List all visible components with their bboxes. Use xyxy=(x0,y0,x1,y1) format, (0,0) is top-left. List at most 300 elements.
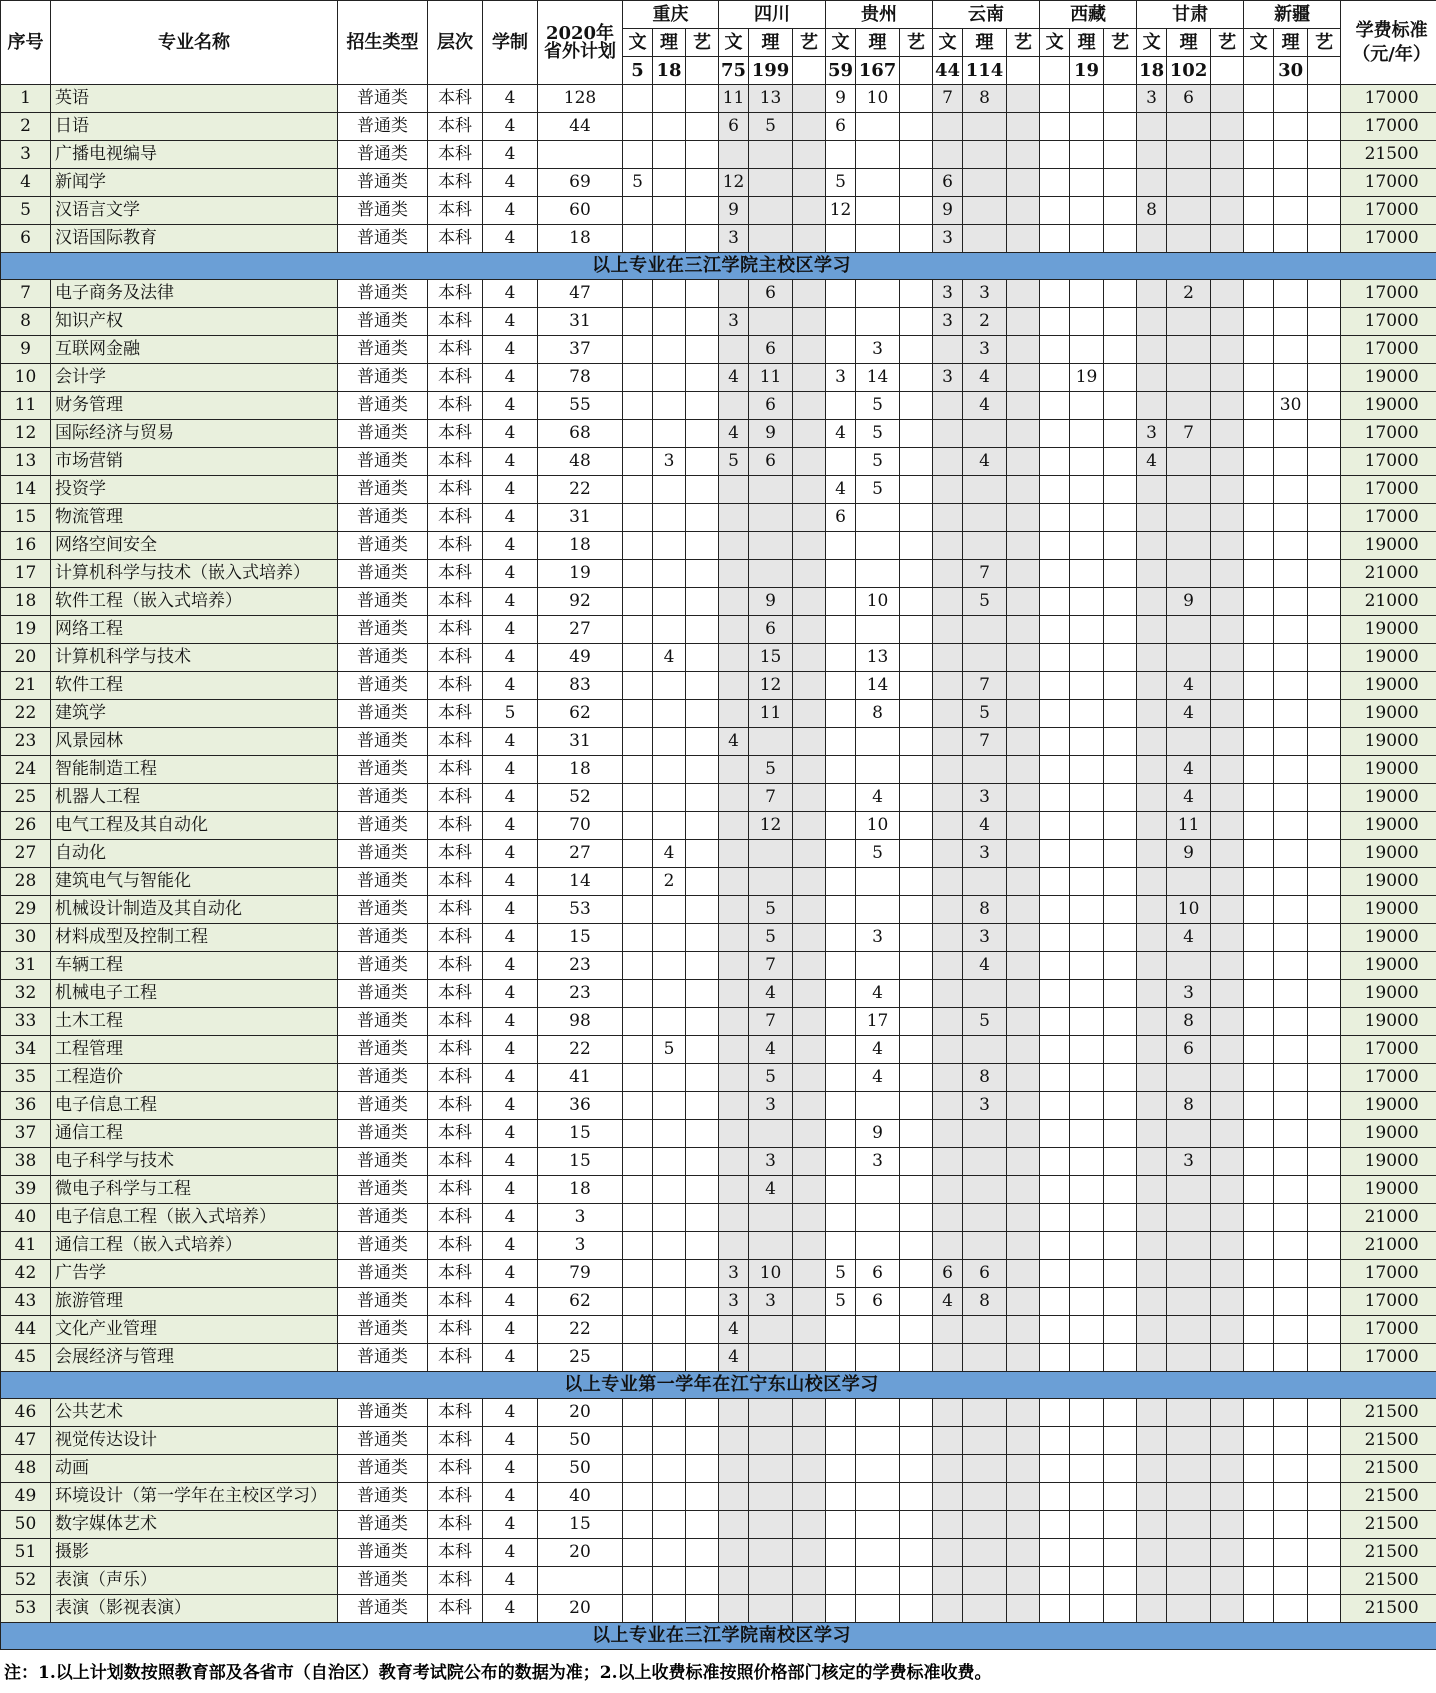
province-quota: 19 xyxy=(1070,364,1104,392)
tuition-fee: 19000 xyxy=(1341,644,1436,672)
tuition-fee: 19000 xyxy=(1341,952,1436,980)
province-quota xyxy=(719,616,749,644)
province-quota xyxy=(900,532,933,560)
province-quota xyxy=(1104,169,1137,197)
province-quota xyxy=(653,1288,686,1316)
province-quota xyxy=(623,588,653,616)
table-row xyxy=(1,1008,1436,1036)
province-quota xyxy=(1308,420,1341,448)
province-quota xyxy=(1244,840,1274,868)
province-quota xyxy=(933,1064,963,1092)
province-quota xyxy=(686,980,719,1008)
province-quota: 7 xyxy=(963,560,1007,588)
province-quota xyxy=(900,952,933,980)
province-quota: 13 xyxy=(856,644,900,672)
row-index: 28 xyxy=(1,868,51,896)
province-quota xyxy=(686,1064,719,1092)
province-quota: 4 xyxy=(719,420,749,448)
province-quota xyxy=(1137,644,1167,672)
province-quota xyxy=(826,336,856,364)
enroll-type: 普通类 xyxy=(338,644,428,672)
major-name: 材料成型及控制工程 xyxy=(51,924,338,952)
province-quota: 4 xyxy=(749,980,793,1008)
province-quota xyxy=(793,1316,826,1344)
province-quota xyxy=(793,532,826,560)
province-quota xyxy=(793,197,826,225)
tuition-fee: 19000 xyxy=(1341,840,1436,868)
province-quota xyxy=(1040,1260,1070,1288)
province-quota xyxy=(1070,1232,1104,1260)
province-quota xyxy=(1104,1288,1137,1316)
province-quota xyxy=(686,1595,719,1623)
row-index: 44 xyxy=(1,1316,51,1344)
province-quota: 9 xyxy=(749,420,793,448)
row-index: 7 xyxy=(1,280,51,308)
province-quota xyxy=(1274,141,1308,169)
province-quota xyxy=(1274,1427,1308,1455)
table-row xyxy=(1,1595,1436,1623)
enroll-type: 普通类 xyxy=(338,700,428,728)
degree-level: 本科 xyxy=(428,1595,483,1623)
province-quota xyxy=(856,308,900,336)
province-quota xyxy=(1104,308,1137,336)
tuition-fee: 21000 xyxy=(1341,560,1436,588)
enroll-type: 普通类 xyxy=(338,1483,428,1511)
category-header-wen: 文 xyxy=(826,29,856,57)
province-quota xyxy=(793,588,826,616)
province-quota xyxy=(856,1399,900,1427)
duration-years: 4 xyxy=(483,392,538,420)
province-quota xyxy=(653,1316,686,1344)
province-quota xyxy=(1167,141,1211,169)
province-quota xyxy=(1274,85,1308,113)
province-quota xyxy=(1137,169,1167,197)
province-quota xyxy=(1040,1008,1070,1036)
tuition-fee: 19000 xyxy=(1341,728,1436,756)
province-quota xyxy=(1244,197,1274,225)
province-quota: 5 xyxy=(826,169,856,197)
province-quota xyxy=(1167,336,1211,364)
degree-level: 本科 xyxy=(428,308,483,336)
province-quota xyxy=(1211,1148,1244,1176)
duration-years: 4 xyxy=(483,924,538,952)
province-quota xyxy=(1040,812,1070,840)
province-quota xyxy=(686,1427,719,1455)
province-quota xyxy=(793,1204,826,1232)
province-quota xyxy=(826,784,856,812)
province-quota xyxy=(1040,560,1070,588)
province-quota xyxy=(900,1567,933,1595)
province-quota: 10 xyxy=(856,812,900,840)
province-quota xyxy=(1244,1260,1274,1288)
province-quota xyxy=(1308,1232,1341,1260)
province-quota xyxy=(1070,1595,1104,1623)
province-quota xyxy=(1308,169,1341,197)
province-quota xyxy=(653,1427,686,1455)
province-quota xyxy=(1040,896,1070,924)
plan-count: 36 xyxy=(538,1092,623,1120)
row-index: 11 xyxy=(1,392,51,420)
province-quota xyxy=(900,840,933,868)
province-quota xyxy=(623,756,653,784)
category-header-yi: 艺 xyxy=(1211,29,1244,57)
province-quota xyxy=(1040,1232,1070,1260)
province-quota xyxy=(826,448,856,476)
table-row xyxy=(1,1344,1436,1372)
province-quota xyxy=(1104,1427,1137,1455)
province-quota: 5 xyxy=(856,840,900,868)
tuition-fee: 19000 xyxy=(1341,812,1436,840)
province-quota xyxy=(933,1008,963,1036)
province-quota xyxy=(1040,532,1070,560)
province-quota xyxy=(1137,616,1167,644)
province-quota xyxy=(1244,113,1274,141)
province-quota xyxy=(1007,1092,1040,1120)
province-quota xyxy=(686,1092,719,1120)
duration-years: 4 xyxy=(483,448,538,476)
province-quota xyxy=(1244,1344,1274,1372)
province-quota xyxy=(900,85,933,113)
province-quota xyxy=(1167,644,1211,672)
province-quota xyxy=(719,1064,749,1092)
province-quota: 4 xyxy=(1167,700,1211,728)
province-quota xyxy=(1104,1232,1137,1260)
province-quota xyxy=(1137,1595,1167,1623)
table-row xyxy=(1,364,1436,392)
province-quota xyxy=(1211,336,1244,364)
major-name: 车辆工程 xyxy=(51,952,338,980)
province-quota xyxy=(1137,141,1167,169)
province-quota xyxy=(1070,1176,1104,1204)
row-index: 46 xyxy=(1,1399,51,1427)
province-quota xyxy=(1274,197,1308,225)
province-quota xyxy=(719,588,749,616)
province-quota xyxy=(1137,1399,1167,1427)
province-quota xyxy=(1211,560,1244,588)
enroll-type: 普通类 xyxy=(338,1176,428,1204)
province-quota xyxy=(933,1148,963,1176)
province-quota xyxy=(1211,85,1244,113)
province-quota: 3 xyxy=(719,225,749,253)
major-name: 会计学 xyxy=(51,364,338,392)
province-quota xyxy=(1007,1567,1040,1595)
major-name: 数字媒体艺术 xyxy=(51,1511,338,1539)
duration-years: 4 xyxy=(483,1288,538,1316)
tuition-fee: 21500 xyxy=(1341,1595,1436,1623)
tuition-fee: 19000 xyxy=(1341,1092,1436,1120)
tuition-fee: 19000 xyxy=(1341,1120,1436,1148)
province-quota xyxy=(653,1232,686,1260)
tuition-fee: 17000 xyxy=(1341,225,1436,253)
province-quota xyxy=(1308,1539,1341,1567)
province-quota: 6 xyxy=(749,280,793,308)
degree-level: 本科 xyxy=(428,952,483,980)
province-quota xyxy=(749,1399,793,1427)
major-name: 电子信息工程（嵌入式培养） xyxy=(51,1204,338,1232)
province-quota xyxy=(1104,1120,1137,1148)
province-quota xyxy=(933,700,963,728)
province-quota: 4 xyxy=(1167,756,1211,784)
province-quota xyxy=(826,1232,856,1260)
province-quota xyxy=(793,896,826,924)
province-quota xyxy=(793,476,826,504)
enroll-type: 普通类 xyxy=(338,924,428,952)
province-quota xyxy=(1104,85,1137,113)
province-quota xyxy=(1070,85,1104,113)
row-index: 19 xyxy=(1,616,51,644)
province-total xyxy=(793,57,826,85)
province-quota xyxy=(1040,1455,1070,1483)
province-quota xyxy=(1104,1148,1137,1176)
province-quota xyxy=(826,1539,856,1567)
duration-years: 4 xyxy=(483,1316,538,1344)
province-quota: 6 xyxy=(719,113,749,141)
province-quota xyxy=(1211,1204,1244,1232)
province-quota xyxy=(826,225,856,253)
province-quota xyxy=(900,1288,933,1316)
province-quota xyxy=(623,896,653,924)
header-plan: 2020年省外计划 xyxy=(538,1,623,85)
province-quota xyxy=(686,1260,719,1288)
province-quota xyxy=(933,672,963,700)
duration-years: 4 xyxy=(483,616,538,644)
province-quota xyxy=(1211,868,1244,896)
province-quota xyxy=(1211,616,1244,644)
province-quota xyxy=(1070,616,1104,644)
category-header-wen: 文 xyxy=(623,29,653,57)
province-quota xyxy=(653,952,686,980)
province-quota: 7 xyxy=(963,728,1007,756)
province-quota xyxy=(1137,476,1167,504)
enroll-type: 普通类 xyxy=(338,1595,428,1623)
province-quota xyxy=(1040,952,1070,980)
province-quota xyxy=(719,336,749,364)
province-quota xyxy=(793,1344,826,1372)
degree-level: 本科 xyxy=(428,1288,483,1316)
province-quota xyxy=(1274,756,1308,784)
tuition-fee: 19000 xyxy=(1341,532,1436,560)
province-quota: 4 xyxy=(719,1344,749,1372)
province-quota xyxy=(1104,141,1137,169)
province-quota xyxy=(793,1232,826,1260)
province-quota xyxy=(1167,197,1211,225)
province-quota xyxy=(826,1595,856,1623)
province-quota xyxy=(1274,420,1308,448)
province-quota xyxy=(933,392,963,420)
province-quota xyxy=(1274,113,1308,141)
province-quota xyxy=(900,364,933,392)
row-index: 53 xyxy=(1,1595,51,1623)
province-quota xyxy=(963,756,1007,784)
province-quota xyxy=(1211,700,1244,728)
province-quota xyxy=(623,364,653,392)
province-quota xyxy=(1308,728,1341,756)
province-total xyxy=(1104,57,1137,85)
province-quota xyxy=(1244,812,1274,840)
province-quota xyxy=(1167,560,1211,588)
plan-count: 18 xyxy=(538,225,623,253)
province-quota xyxy=(719,1483,749,1511)
duration-years: 4 xyxy=(483,1344,538,1372)
province-quota xyxy=(856,1595,900,1623)
province-quota xyxy=(793,1092,826,1120)
province-quota xyxy=(1167,1120,1211,1148)
province-quota xyxy=(1040,1120,1070,1148)
province-quota xyxy=(793,1036,826,1064)
table-row xyxy=(1,141,1436,169)
province-quota xyxy=(749,728,793,756)
province-quota xyxy=(1211,225,1244,253)
province-quota xyxy=(1274,169,1308,197)
plan-count: 25 xyxy=(538,1344,623,1372)
province-quota xyxy=(1244,560,1274,588)
table-row xyxy=(1,1064,1436,1092)
province-quota xyxy=(719,812,749,840)
province-quota xyxy=(900,420,933,448)
table-row xyxy=(1,924,1436,952)
province-quota xyxy=(653,1120,686,1148)
province-quota xyxy=(1274,560,1308,588)
province-quota xyxy=(1308,840,1341,868)
enroll-type: 普通类 xyxy=(338,1092,428,1120)
duration-years: 4 xyxy=(483,1511,538,1539)
table-row xyxy=(1,1455,1436,1483)
province-quota: 3 xyxy=(719,1288,749,1316)
province-quota xyxy=(900,1036,933,1064)
province-quota xyxy=(1244,672,1274,700)
major-name: 工程管理 xyxy=(51,1036,338,1064)
degree-level: 本科 xyxy=(428,420,483,448)
enroll-type: 普通类 xyxy=(338,1260,428,1288)
province-total: 5 xyxy=(623,57,653,85)
degree-level: 本科 xyxy=(428,1511,483,1539)
duration-years: 4 xyxy=(483,812,538,840)
campus-banner: 以上专业第一学年在江宁东山校区学习 xyxy=(1,1372,1436,1399)
province-quota xyxy=(1274,644,1308,672)
province-quota xyxy=(1308,225,1341,253)
province-quota xyxy=(1308,1204,1341,1232)
province-quota xyxy=(1070,588,1104,616)
degree-level: 本科 xyxy=(428,1092,483,1120)
major-name: 视觉传达设计 xyxy=(51,1427,338,1455)
province-quota xyxy=(686,85,719,113)
province-quota xyxy=(623,840,653,868)
province-quota: 7 xyxy=(963,672,1007,700)
province-quota xyxy=(623,476,653,504)
table-row xyxy=(1,197,1436,225)
province-quota xyxy=(719,756,749,784)
row-index: 51 xyxy=(1,1539,51,1567)
province-quota xyxy=(1211,1511,1244,1539)
duration-years: 4 xyxy=(483,1539,538,1567)
table-row xyxy=(1,1120,1436,1148)
category-header-wen: 文 xyxy=(933,29,963,57)
province-quota xyxy=(963,225,1007,253)
province-quota xyxy=(793,1511,826,1539)
province-quota xyxy=(1104,280,1137,308)
province-quota xyxy=(1070,756,1104,784)
province-quota xyxy=(1244,1120,1274,1148)
province-quota xyxy=(653,924,686,952)
province-quota xyxy=(719,1511,749,1539)
province-quota xyxy=(826,1399,856,1427)
province-quota xyxy=(1040,392,1070,420)
duration-years: 4 xyxy=(483,1595,538,1623)
province-quota xyxy=(1308,952,1341,980)
province-quota: 5 xyxy=(749,896,793,924)
plan-count: 50 xyxy=(538,1427,623,1455)
province-quota: 5 xyxy=(749,113,793,141)
province-quota xyxy=(1244,1232,1274,1260)
province-quota xyxy=(1137,924,1167,952)
enroll-type: 普通类 xyxy=(338,1120,428,1148)
province-quota xyxy=(1308,1511,1341,1539)
province-quota xyxy=(1137,225,1167,253)
province-quota xyxy=(1070,700,1104,728)
province-quota xyxy=(793,336,826,364)
category-header-li: 理 xyxy=(856,29,900,57)
plan-count: 78 xyxy=(538,364,623,392)
province-quota xyxy=(1070,1567,1104,1595)
province-quota xyxy=(793,280,826,308)
province-quota: 5 xyxy=(749,1064,793,1092)
row-index: 6 xyxy=(1,225,51,253)
province-quota xyxy=(933,448,963,476)
province-quota xyxy=(1244,420,1274,448)
province-quota: 4 xyxy=(963,448,1007,476)
province-quota: 6 xyxy=(749,336,793,364)
province-quota xyxy=(933,588,963,616)
degree-level: 本科 xyxy=(428,1567,483,1595)
row-index: 45 xyxy=(1,1344,51,1372)
province-quota xyxy=(1274,1120,1308,1148)
province-quota: 4 xyxy=(963,812,1007,840)
tuition-fee: 19000 xyxy=(1341,980,1436,1008)
province-quota xyxy=(1040,784,1070,812)
province-quota xyxy=(1040,504,1070,532)
province-quota xyxy=(826,1008,856,1036)
province-quota xyxy=(1167,392,1211,420)
duration-years: 4 xyxy=(483,1455,538,1483)
province-quota xyxy=(1308,280,1341,308)
duration-years: 4 xyxy=(483,644,538,672)
province-quota xyxy=(900,700,933,728)
province-quota xyxy=(1040,588,1070,616)
province-quota xyxy=(653,588,686,616)
province-quota xyxy=(749,308,793,336)
province-quota xyxy=(1308,700,1341,728)
province-quota xyxy=(793,420,826,448)
province-quota xyxy=(1007,85,1040,113)
degree-level: 本科 xyxy=(428,225,483,253)
tuition-fee: 17000 xyxy=(1341,85,1436,113)
province-quota xyxy=(900,1092,933,1120)
province-quota xyxy=(793,728,826,756)
province-quota xyxy=(1040,924,1070,952)
province-quota xyxy=(1137,1148,1167,1176)
major-name: 市场营销 xyxy=(51,448,338,476)
province-quota xyxy=(793,1399,826,1427)
province-quota xyxy=(686,308,719,336)
header-major: 专业名称 xyxy=(51,1,338,85)
major-name: 通信工程（嵌入式培养） xyxy=(51,1232,338,1260)
province-quota xyxy=(900,476,933,504)
province-quota xyxy=(933,1036,963,1064)
province-quota xyxy=(1308,1344,1341,1372)
province-quota xyxy=(826,280,856,308)
province-quota xyxy=(686,532,719,560)
province-quota xyxy=(1104,728,1137,756)
